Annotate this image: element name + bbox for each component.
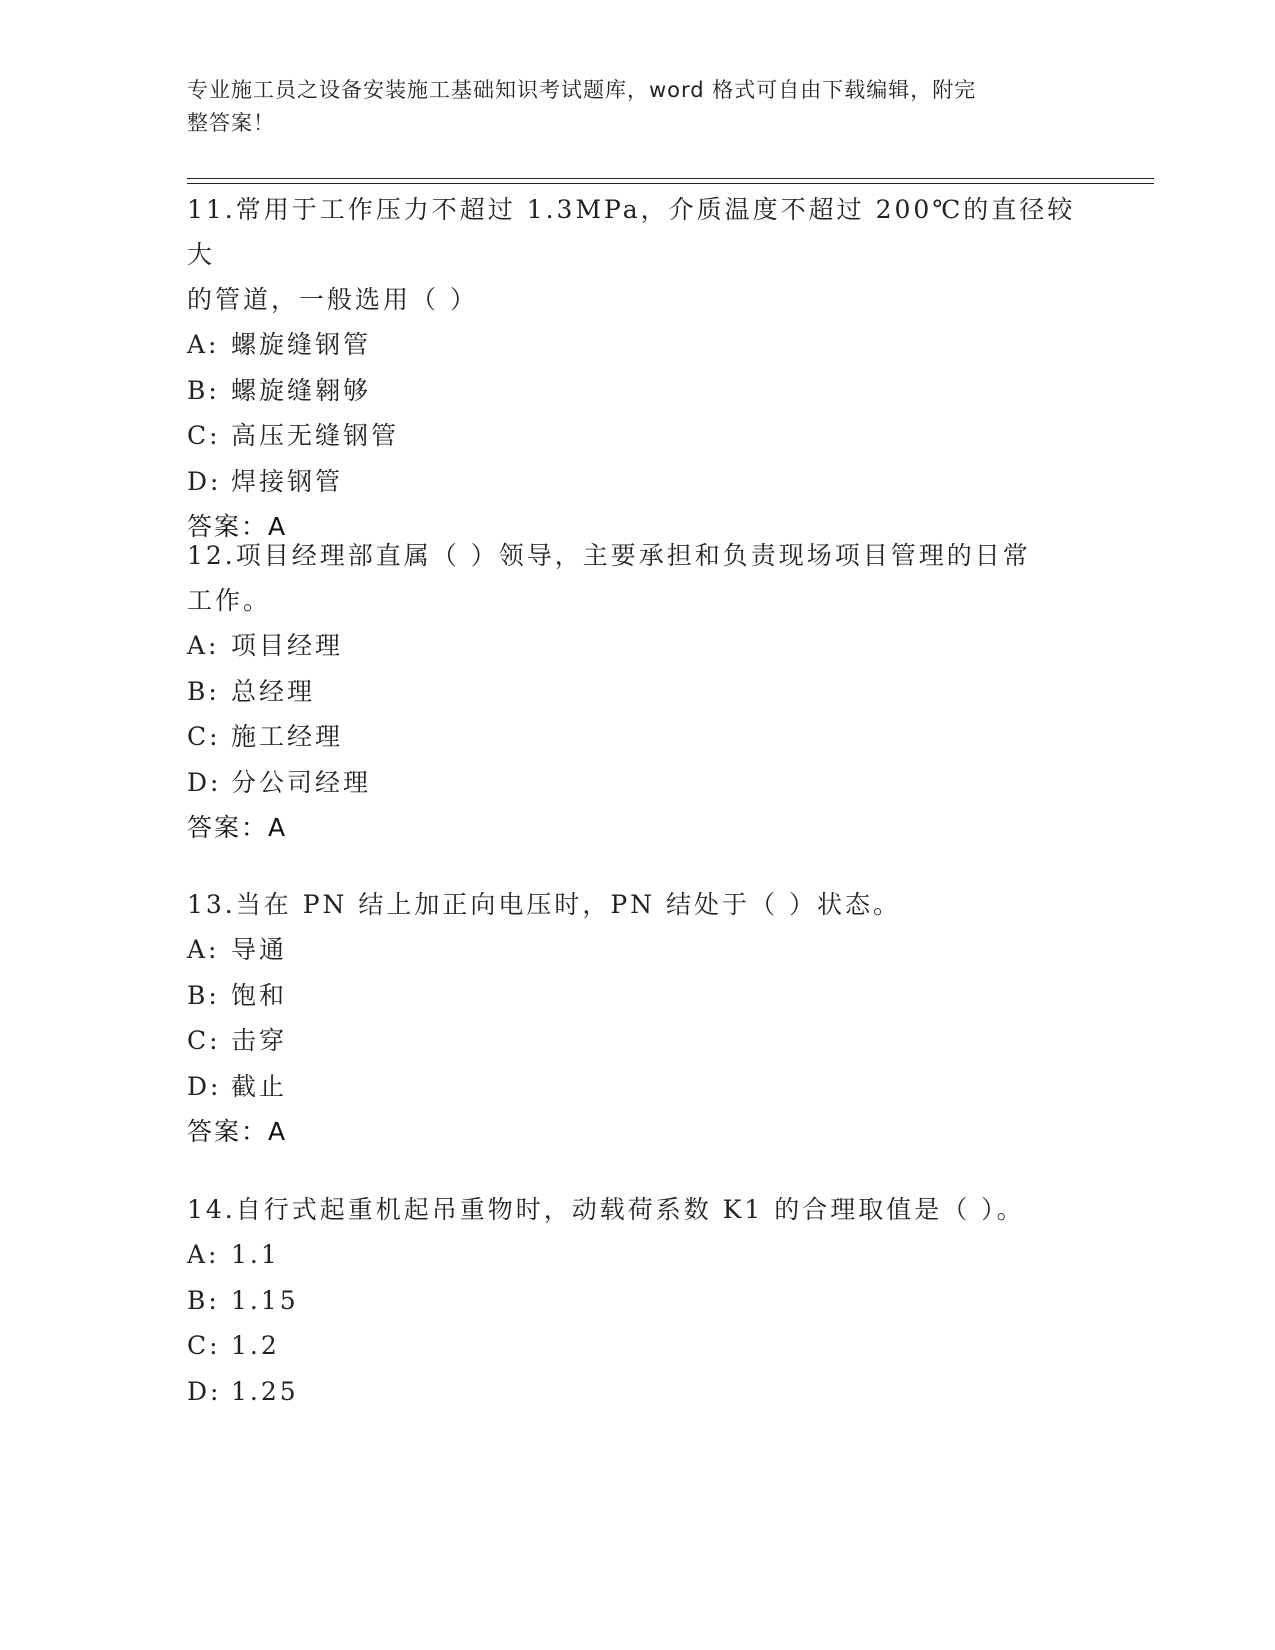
option-text: 螺旋缝翱够	[231, 375, 372, 405]
option-c	[187, 1018, 1087, 1064]
option-a	[187, 623, 1087, 669]
option-text: 1.2	[231, 1331, 280, 1360]
question-14	[187, 1187, 1087, 1414]
answer-label: 答案：A	[187, 813, 288, 842]
option-text: 高压无缝钢管	[231, 421, 400, 450]
option-b	[187, 368, 1087, 414]
option-b	[187, 1278, 1087, 1324]
option-d	[187, 760, 1087, 806]
option-letter: D:	[187, 767, 222, 797]
option-text: 施工经理	[231, 722, 344, 751]
option-text: 总经理	[231, 676, 316, 706]
option-d	[187, 459, 1087, 505]
option-letter: A:	[187, 330, 220, 359]
option-text: 1.15	[231, 1285, 299, 1315]
option-letter: B:	[187, 676, 220, 706]
option-a	[187, 322, 1087, 368]
document-header	[187, 74, 1067, 140]
header-divider-top	[187, 178, 1154, 179]
option-text: 饱和	[231, 980, 288, 1010]
question-stem-line-1: 14.自行式起重机起吊重物时，动载荷系数 K1 的合理取值是（ ）。	[187, 1195, 1025, 1224]
header-divider-bottom	[187, 183, 1154, 184]
option-text: 螺旋缝钢管	[231, 330, 372, 359]
question-stem-line-1: 12.项目经理部直属（ ）领导，主要承担和负责现场项目管理的日常	[187, 541, 1031, 570]
option-letter: A:	[187, 631, 220, 660]
option-letter: C:	[187, 421, 221, 450]
option-letter: B:	[187, 980, 220, 1010]
question-13	[187, 882, 1087, 1154]
option-text: 导通	[231, 935, 288, 964]
option-letter: C:	[187, 1331, 221, 1360]
question-stem-line-1: 13.当在 PN 结上加正向电压时，PN 结处于（ ）状态。	[187, 890, 901, 919]
option-letter: A:	[187, 1240, 220, 1269]
option-d	[187, 1064, 1087, 1110]
option-letter: D:	[187, 1376, 222, 1406]
header-line-2: 整答案！	[187, 111, 275, 135]
option-letter: D:	[187, 1071, 222, 1101]
option-c	[187, 714, 1087, 760]
option-text: 焊接钢管	[231, 466, 344, 496]
option-text: 项目经理	[231, 631, 344, 660]
option-text: 截止	[231, 1071, 288, 1101]
option-a	[187, 1232, 1087, 1278]
answer-label: 答案：A	[187, 1117, 288, 1146]
option-c	[187, 413, 1087, 459]
question-stem-line-2: 工作。	[187, 586, 272, 615]
answer-label: 答案：A	[187, 512, 288, 541]
option-b	[187, 973, 1087, 1019]
question-stem-line-1: 11.常用于工作压力不超过 1.3MPa，介质温度不超过 200℃的直径较大	[187, 195, 1076, 269]
option-text: 击穿	[231, 1026, 288, 1055]
option-text: 分公司经理	[231, 767, 372, 797]
option-letter: A:	[187, 935, 220, 964]
option-letter: C:	[187, 1026, 221, 1055]
option-a	[187, 927, 1087, 973]
question-stem-line-2: 的管道，一般选用（ ）	[187, 285, 478, 314]
option-b	[187, 669, 1087, 715]
option-c	[187, 1323, 1087, 1369]
header-line-1: 专业施工员之设备安装施工基础知识考试题库，word 格式可自由下载编辑，附完	[187, 78, 977, 102]
option-letter: B:	[187, 1285, 220, 1315]
option-letter: B:	[187, 375, 220, 405]
option-letter: C:	[187, 722, 221, 751]
option-d	[187, 1369, 1087, 1415]
question-11	[187, 187, 1087, 549]
option-text: 1.1	[231, 1240, 280, 1269]
question-12	[187, 533, 1087, 850]
option-letter: D:	[187, 466, 222, 496]
option-text: 1.25	[231, 1376, 299, 1406]
